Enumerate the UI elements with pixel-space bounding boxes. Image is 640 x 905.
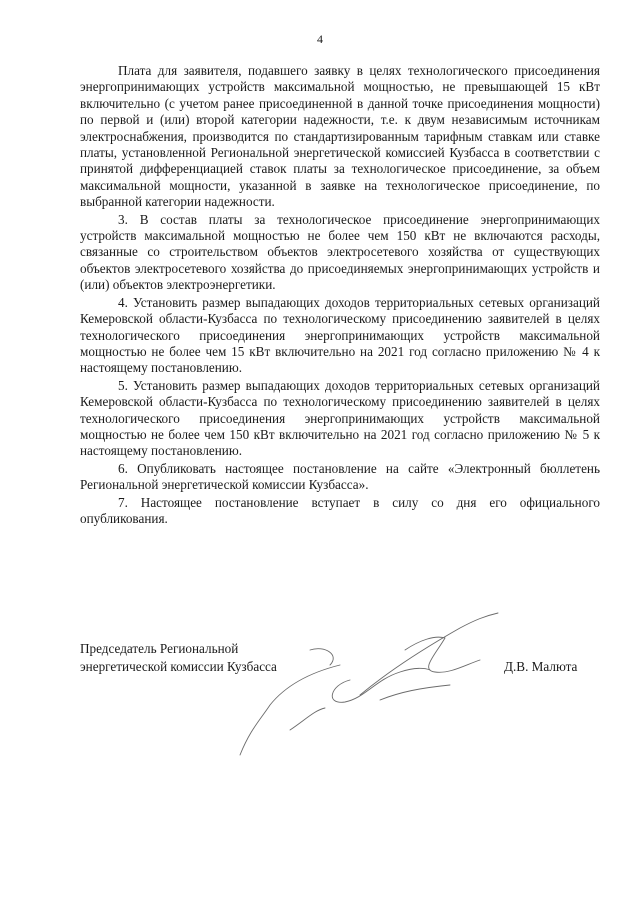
paragraph-fee: Плата для заявителя, подавшего заявку в целях технологического присоединения энергопринимающих устройств максимальной мощностью, не превышающей 15 кВт включительно (с учетом ранее присоединенной в данной точке присоединения мощности) по первой и (или) второй категории надежности, т.е. к двум независимым источникам электроснабжения, производится по стандартизированным тарифным ставкам или ставке платы, установленной Региональной энергетической комиссией Кузбасса в соответствии с принятой дифференциацией ставок платы за технологическое присоединение, за объем максимальной мощности, указанной в заявке на технологическое присоединение, по выбранной категории надежности. [80,63,600,210]
signatory-position-line1: Председатель Региональной [80,641,239,656]
signatory-name: Д.В. Малюта [504,659,578,674]
paragraph-5: 5. Установить размер выпадающих доходов территориальных сетевых организаций Кемеровской области-Кузбасса по технологическому присоединению заявителей в целях технологического присоединения энергопринимающих устройств максимальной мощностью не более чем 150 кВт включительно на 2021 год согласно приложению № 5 к настоящему постановлению. [80,377,600,459]
page-number: 4 [317,32,323,46]
signatory-position-line2: энергетической комиссии Кузбасса [80,659,277,674]
paragraph-6: 6. Опубликовать настоящее постановление на сайте «Электронный бюллетень Региональной энергетической комиссии Кузбасса». [80,460,600,493]
paragraph-7: 7. Настоящее постановление вступает в силу со дня его официального опубликования. [80,494,600,526]
document-body [80,63,600,528]
paragraph-4: 4. Установить размер выпадающих доходов территориальных сетевых организаций Кемеровской области-Кузбасса по технологическому присоединению заявителей в целях технологического присоединения энергопринимающих устройств максимальной мощностью не более чем 15 кВт включительно на 2021 год согласно приложению № 4 к настоящему постановлению. [80,294,600,376]
paragraph-3: 3. В состав платы за технологическое присоединение энергопринимающих устройств максимальной мощностью не более чем 150 кВт не включаются расходы, связанные со строительством объектов электросетевого хозяйства от существующих объектов электросетевого хозяйства до присоединяемых энергопринимающих устройств и (или) объектов электроэнергетики. [80,211,600,293]
handwritten-signature [230,610,510,760]
signature-block [80,640,600,760]
